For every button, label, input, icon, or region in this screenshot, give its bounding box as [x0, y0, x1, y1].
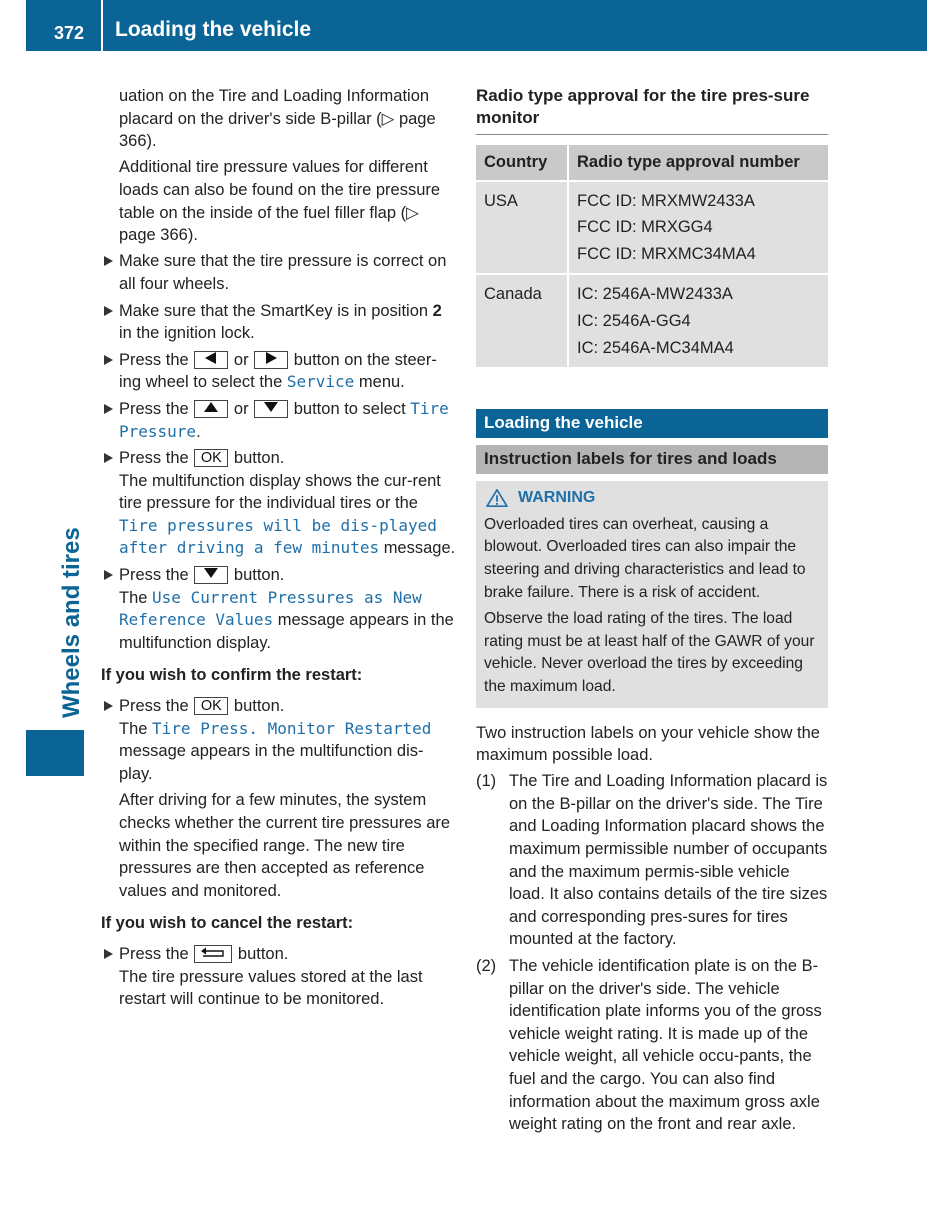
step-text: Press the	[119, 449, 189, 468]
item-text: The Tire and Loading Information placard is on the B-pillar on the driver's side. The Tire and Loading Information placard shows the maximum permissible number of occupants and the maximum permis-sible vehicle load. It also contains details of the tire sizes and corresponding pres-sures for tires mounted at the factory.	[509, 772, 828, 949]
step-text: The multifunction display shows the cur-rent tire pressure for the individual tires or the	[119, 471, 441, 513]
step-select-tire-pressure	[101, 398, 456, 443]
restart-explanation: After driving for a few minutes, the system checks whether the current tire pressures are within the specified range. The new tire pressures are then accepted as reference values and monitored.	[119, 791, 451, 900]
back-button-icon	[194, 945, 232, 963]
page-number: 372	[54, 23, 85, 43]
item-text: The vehicle identification plate is on the B-pillar on the driver's side. The vehicle identification plate informs you of the gross vehicle weight rating. It is made up of the vehicle weight, all vehicle occu-pants, the fuel and the cargo. You can also find information about the maximum gross axle weight rating on the front and rear axle.	[509, 957, 822, 1134]
warning-paragraph-2: Observe the load rating of the tires. The load rating must be at least half of the GAWR of your vehicle. Never overload the tires by exceeding the maximum load.	[484, 610, 815, 695]
ok-button-icon: OK	[194, 449, 228, 467]
radio-approval-table	[476, 145, 828, 367]
step-text: Press the	[119, 399, 189, 418]
menu-name: Service	[286, 372, 355, 392]
table-row	[476, 274, 828, 367]
step-select-service	[101, 349, 456, 394]
display-message: Tire Press. Monitor Restarted	[152, 718, 432, 738]
step-text: The	[119, 719, 148, 738]
down-arrow-button-icon	[194, 566, 228, 584]
right-arrow-button-icon	[254, 351, 288, 369]
warning-paragraph-1: Overloaded tires can overheat, causing a blowout. Overloaded tires can also impair the steering and driving characteristics and lead to brake failure. There is a risk of accident.	[484, 515, 806, 601]
step-smartkey	[101, 300, 456, 345]
table-row	[476, 181, 828, 275]
left-column	[101, 85, 456, 1015]
step-text: message.	[383, 539, 456, 558]
step-text: or	[233, 350, 249, 369]
approval-number: IC: 2546A-MW2433A	[577, 285, 733, 304]
step-text: button.	[233, 697, 285, 716]
ignition-position: 2	[432, 301, 442, 320]
intro-paragraph-2: Additional tire pressure values for different loads can also be found on the tire pressure table on the inside of the fuel filler flap (▷ page 366).	[119, 158, 441, 245]
warning-box	[476, 481, 828, 707]
step-text: Press the	[119, 944, 189, 963]
radio-approval-heading: Radio type approval for the tire pres-sure monitor	[476, 85, 828, 135]
side-chapter-tab	[26, 730, 84, 776]
page-header	[26, 0, 927, 51]
item-number: (1)	[476, 772, 497, 791]
display-message: Use Current Pressures as New Reference Values	[119, 587, 422, 630]
left-arrow-button-icon	[194, 351, 228, 369]
display-message: Tire pressures will be dis-played after driving a few minutes	[119, 515, 437, 558]
header-divider	[101, 0, 103, 51]
side-chapter-label: Wheels and tires	[58, 527, 85, 718]
approval-number-cell	[568, 181, 828, 275]
list-item	[476, 770, 828, 951]
warning-triangle-icon	[484, 488, 510, 508]
section-title-bar: Loading the vehicle	[476, 409, 828, 438]
approval-number: FCC ID: MRXGG4	[577, 218, 713, 237]
header-title: Loading the vehicle	[115, 18, 312, 41]
step-text: or	[233, 399, 249, 418]
approval-number: IC: 2546A-MC34MA4	[577, 338, 734, 357]
step-text: Make sure that the tire pressure is correct on all four wheels.	[119, 252, 447, 293]
confirm-restart-heading: If you wish to confirm the restart:	[101, 666, 363, 685]
step-text: Press the	[119, 566, 189, 585]
step-confirm-ok	[101, 695, 456, 785]
labels-intro: Two instruction labels on your vehicle show the maximum possible load.	[476, 723, 820, 765]
list-item	[476, 955, 828, 1136]
step-text: Press the	[119, 350, 189, 369]
step-press-ok	[101, 447, 456, 560]
subsection-title-bar: Instruction labels for tires and loads	[476, 445, 828, 474]
country-cell: USA	[476, 181, 568, 275]
step-text: button.	[233, 449, 285, 468]
intro-paragraph-1: uation on the Tire and Loading Information placard on the driver's side B-pillar (▷ page 366).	[119, 87, 436, 151]
approval-number: IC: 2546A-GG4	[577, 311, 691, 330]
ok-button-icon: OK	[194, 697, 228, 715]
step-text: .	[196, 422, 201, 441]
step-text: Make sure that the SmartKey is in position	[119, 301, 429, 320]
warning-label: WARNING	[518, 489, 596, 507]
step-text: button on the steer-ing wheel to select the	[119, 350, 437, 392]
table-header-row	[476, 145, 828, 181]
cancel-restart-heading: If you wish to cancel the restart:	[101, 914, 354, 933]
step-text: button to select	[293, 399, 406, 418]
step-text: button.	[237, 944, 289, 963]
approval-number-cell	[568, 274, 828, 367]
approval-number: FCC ID: MRXMC34MA4	[577, 244, 756, 263]
approval-number: FCC ID: MRXMW2433A	[577, 191, 755, 210]
up-arrow-button-icon	[194, 400, 228, 418]
right-column	[476, 85, 828, 1140]
menu-name: Tire Pressure	[119, 398, 449, 441]
step-text: in the ignition lock.	[119, 324, 255, 343]
step-text: message appears in the multifunction dis-play.	[119, 742, 424, 783]
item-number: (2)	[476, 957, 497, 976]
column-header: Radio type approval number	[568, 145, 828, 181]
step-text: button.	[233, 566, 285, 585]
step-text: menu.	[358, 373, 405, 392]
step-text: message appears in the multifunction display.	[119, 611, 454, 652]
step-text: Press the	[119, 697, 189, 716]
step-cancel-back	[101, 943, 456, 1011]
step-check-pressure	[101, 250, 456, 295]
country-cell: Canada	[476, 274, 568, 367]
column-header: Country	[476, 145, 568, 181]
step-text: The tire pressure values stored at the last restart will continue to be monitored.	[119, 967, 423, 1009]
down-arrow-button-icon	[254, 400, 288, 418]
warning-title	[484, 487, 820, 510]
step-press-down	[101, 564, 456, 654]
step-text: The	[119, 588, 148, 607]
